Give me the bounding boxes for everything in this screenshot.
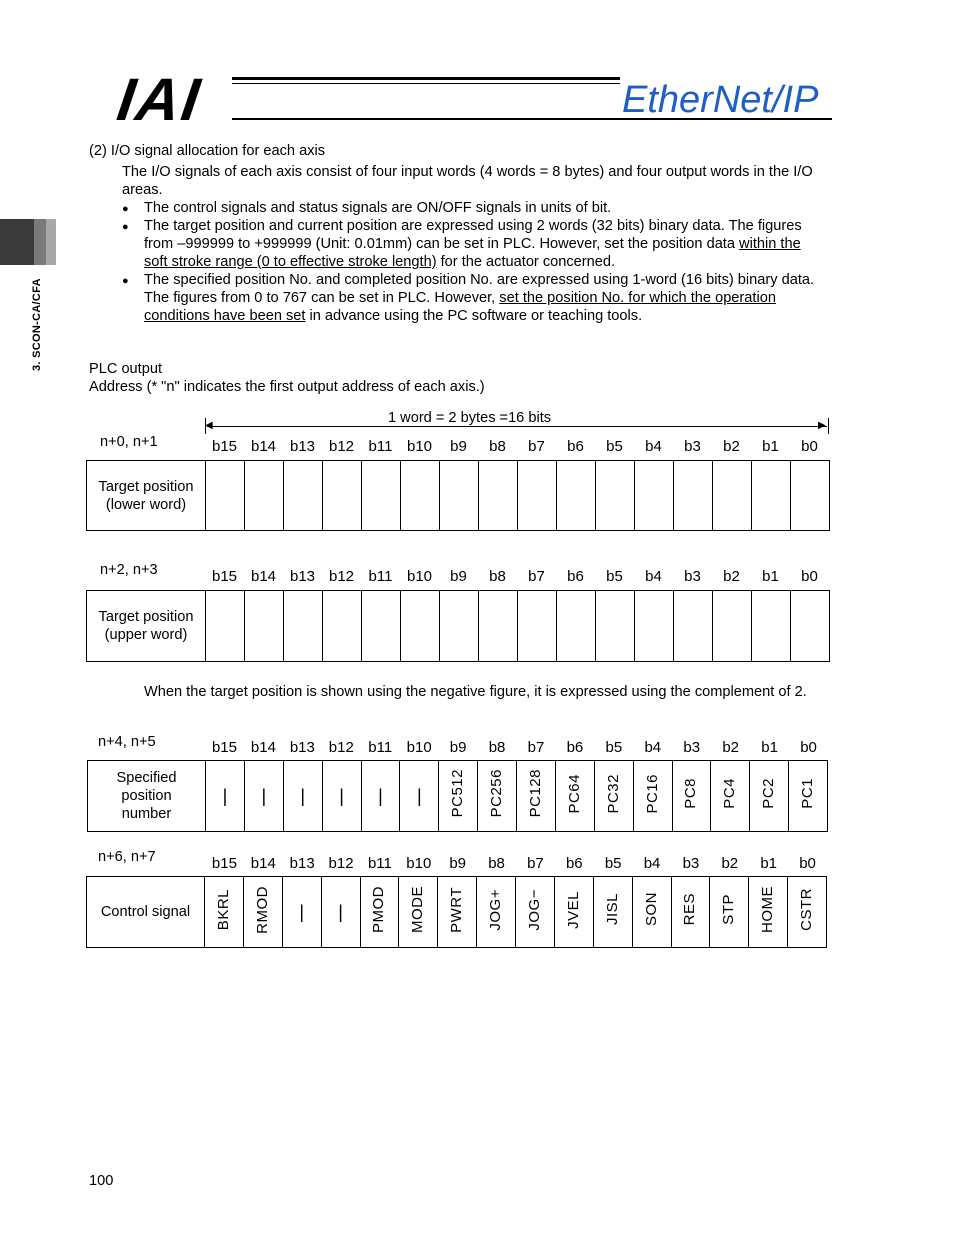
signal-cell (517, 761, 556, 832)
signal-cell (593, 877, 632, 948)
intro-line-2: areas. (122, 182, 163, 198)
bit-label: b14 (250, 568, 277, 585)
word-width-arrow (207, 426, 827, 427)
row-label (88, 761, 206, 832)
bit-label: b13 (289, 739, 315, 756)
arrow-tick-right (828, 418, 829, 434)
bit-label: b8 (488, 739, 506, 756)
signal-cell (206, 761, 245, 832)
bullet-3-line-2 (144, 289, 776, 307)
signal-cell (554, 877, 593, 948)
side-tab-block (34, 219, 46, 265)
bit-label: b4 (645, 438, 662, 455)
signal-cell (439, 761, 478, 832)
side-tab-block (46, 219, 56, 265)
bit-label: b3 (682, 855, 700, 872)
bit-label: b13 (289, 438, 316, 455)
bit-cell (518, 461, 557, 531)
signal-cell (671, 877, 710, 948)
row-label-line: Specified (116, 770, 177, 786)
signal-name: JVEL (564, 890, 582, 929)
signal-cell (283, 761, 322, 832)
bit-label: b8 (488, 855, 505, 872)
bit-header-row (205, 438, 829, 456)
signal-name: JOG− (525, 888, 543, 931)
unused-bit-mark: | (339, 785, 344, 806)
bullet-2-text: from –999999 to +999999 (Unit: 0.01mm) can be set in PLC. However, set the position data (144, 236, 740, 252)
signal-name: MODE (409, 886, 427, 933)
signal-cell (633, 761, 672, 832)
bullet-dot: ● (122, 275, 129, 287)
bit-label: b11 (368, 438, 393, 455)
bit-label: b5 (606, 568, 623, 585)
signal-cell (205, 877, 244, 948)
header-rule-mid (232, 83, 620, 84)
bit-label: b10 (406, 739, 432, 756)
signal-name: PWRT (448, 886, 466, 933)
signal-cell (711, 761, 750, 832)
bullet-2-line-1: The target position and current position are expressed using 2 words (32 bits) binary data. The figures (144, 218, 802, 234)
bit-cell (557, 461, 596, 531)
signal-name: PC512 (449, 769, 467, 818)
bit-label: b12 (328, 855, 354, 872)
signal-name: PC1 (799, 778, 817, 809)
signal-cell (243, 877, 282, 948)
bit-cell (518, 591, 557, 662)
bit-label: b9 (450, 438, 467, 455)
bit-cell (596, 461, 635, 531)
signal-cell (438, 877, 477, 948)
row-label-line: (upper word) (104, 627, 188, 643)
unused-bit-mark: | (378, 785, 383, 806)
register-table-control-signal (86, 876, 827, 948)
signal-cell (594, 761, 633, 832)
signal-cell (360, 877, 399, 948)
bit-cell (674, 591, 713, 662)
chapter-label: 3. SCON-CA/CFA (31, 278, 43, 371)
signal-name: RMOD (253, 885, 271, 934)
negative-note: When the target position is shown using the negative figure, it is expressed using the complement of 2. (144, 684, 807, 700)
signal-name: PC128 (526, 769, 544, 818)
bit-cell (635, 591, 674, 662)
bit-label: b3 (684, 568, 701, 585)
signal-cell (555, 761, 594, 832)
word-size-note: 1 word = 2 bytes =16 bits (388, 410, 552, 426)
signal-name: PC16 (643, 773, 661, 814)
plc-output-title: PLC output (89, 361, 163, 377)
bit-label: b15 (211, 739, 237, 756)
signal-name: JISL (603, 893, 621, 926)
signal-cell (282, 877, 321, 948)
bit-cell (752, 591, 791, 662)
bit-cell (596, 591, 635, 662)
table-row (87, 877, 827, 948)
bullet-dot: ● (122, 203, 129, 215)
bullet-3-line-1: The specified position No. and completed position No. are expressed using 1-word (16 bits) binary data. (144, 272, 815, 288)
unused-bit-mark: | (300, 785, 306, 806)
bit-cell (323, 591, 362, 662)
bit-cell (362, 461, 401, 531)
bit-cell (635, 461, 674, 531)
bit-label: b0 (800, 739, 817, 756)
row-label-line: Target position (98, 609, 194, 625)
bit-label: b0 (801, 568, 818, 585)
iai-logo: IAI (113, 66, 206, 133)
bit-label: b11 (368, 739, 393, 756)
bit-label: b12 (328, 568, 355, 585)
signal-cell (244, 761, 283, 832)
signal-cell (632, 877, 671, 948)
bit-header-row (205, 855, 827, 873)
address-n4: n+4, n+5 (98, 734, 156, 750)
bit-cell (440, 591, 479, 662)
bit-label: b1 (762, 438, 779, 455)
row-label-line: Target position (98, 478, 194, 495)
bit-cell (479, 461, 518, 531)
table-row (87, 461, 830, 531)
bit-label: b3 (683, 739, 701, 756)
row-label-line: number (121, 806, 172, 822)
signal-cell (477, 877, 516, 948)
bit-label: b4 (644, 739, 662, 756)
bit-label: b0 (799, 855, 816, 872)
signal-cell (710, 877, 749, 948)
signal-cell (321, 877, 360, 948)
arrowhead-left-icon: ◀ (205, 420, 213, 431)
row-label (87, 461, 206, 531)
bit-cell (713, 591, 752, 662)
table-row (87, 591, 830, 662)
signal-cell (749, 877, 788, 948)
signal-name: JOG+ (487, 888, 505, 931)
bullet-3-text: in advance using the PC software or teaching tools. (305, 308, 643, 324)
bit-label: b5 (606, 438, 623, 455)
signal-name: PMOD (370, 886, 388, 933)
bit-label: b1 (760, 855, 778, 872)
signal-name: STP (720, 894, 738, 925)
bit-cell (206, 461, 245, 531)
bit-cell (401, 461, 440, 531)
bit-label: b12 (328, 739, 354, 756)
bit-label: b2 (722, 739, 739, 756)
register-table-position-number (87, 760, 828, 832)
register-table-target-lower (86, 460, 830, 531)
bit-label: b10 (406, 438, 433, 455)
bit-label: b9 (450, 568, 467, 585)
bit-label: b13 (289, 568, 316, 585)
bit-cell (401, 591, 440, 662)
signal-cell (789, 761, 828, 832)
bit-label: b7 (528, 438, 545, 455)
address-n0: n+0, n+1 (100, 434, 158, 450)
signal-name: PC8 (682, 778, 700, 809)
bit-label: b6 (566, 739, 584, 756)
bit-cell (440, 461, 479, 531)
bit-label: b14 (250, 739, 276, 756)
bullet-1: The control signals and status signals are ON/OFF signals in units of bit. (144, 200, 612, 216)
bit-label: b15 (211, 855, 237, 872)
bit-label: b2 (723, 438, 740, 455)
unused-bit-mark: | (338, 901, 343, 922)
bullet-3-underline: set the position No. for which the operation (499, 290, 776, 306)
bit-label: b4 (643, 855, 661, 872)
signal-name: PC2 (760, 778, 778, 809)
bit-label: b14 (250, 855, 276, 872)
signal-cell (750, 761, 789, 832)
signal-name: HOME (759, 886, 777, 933)
bit-cell (752, 461, 791, 531)
bullet-2-text: for the actuator concerned. (436, 254, 616, 270)
signal-cell (516, 877, 555, 948)
bit-cell (791, 461, 830, 531)
unused-bit-mark: | (222, 785, 228, 806)
bit-label: b9 (449, 855, 467, 872)
bit-cell (479, 591, 518, 662)
bit-label: b4 (645, 568, 662, 585)
unused-bit-mark: | (416, 785, 422, 806)
bit-header-row (205, 568, 829, 586)
bullet-3-text: The figures from 0 to 767 can be set in PLC. However, (144, 290, 500, 306)
bit-label: b2 (723, 568, 740, 585)
unused-bit-mark: | (299, 901, 305, 922)
bit-label: b8 (489, 438, 506, 455)
bit-cell (323, 461, 362, 531)
page-number: 100 (89, 1173, 114, 1189)
signal-cell (399, 877, 438, 948)
intro-line-1: The I/O signals of each axis consist of four input words (4 words = 8 bytes) and four output words in the I/O (122, 164, 813, 180)
bit-cell (557, 591, 596, 662)
signal-cell (361, 761, 400, 832)
address-n6: n+6, n+7 (98, 849, 156, 865)
bit-header-row (205, 739, 828, 757)
bit-label: b15 (211, 568, 238, 585)
row-label (87, 591, 206, 662)
bit-label: b7 (527, 855, 544, 872)
signal-cell (322, 761, 361, 832)
signal-name: SON (642, 892, 660, 927)
side-tab-block (0, 219, 34, 265)
bullet-2-underline: soft stroke range (0 to effective stroke length) (144, 254, 437, 270)
bit-cell (362, 591, 401, 662)
signal-name: PC256 (488, 769, 506, 818)
bit-label: b2 (721, 855, 739, 872)
address-n2: n+2, n+3 (100, 562, 158, 578)
signal-cell (788, 877, 827, 948)
register-table-target-upper (86, 590, 830, 662)
bit-label: b15 (211, 438, 238, 455)
row-label: Control signal (87, 877, 205, 948)
signal-name: BKRL (214, 888, 232, 931)
bit-cell (245, 591, 284, 662)
bullet-3-line-3 (144, 307, 642, 325)
bit-label: b6 (565, 855, 583, 872)
bit-label: b11 (368, 568, 393, 585)
signal-name: PC64 (565, 773, 583, 814)
bit-label: b7 (527, 739, 545, 756)
signal-cell (478, 761, 517, 832)
bit-cell (206, 591, 245, 662)
signal-name: RES (681, 893, 699, 926)
bit-label: b14 (250, 438, 277, 455)
bit-cell (284, 591, 323, 662)
bit-label: b1 (762, 568, 779, 585)
bit-label: b13 (289, 855, 315, 872)
bit-label: b5 (605, 739, 623, 756)
bit-cell (245, 461, 284, 531)
section-heading: (2) I/O signal allocation for each axis (89, 143, 326, 159)
bit-label: b11 (367, 855, 392, 872)
bit-label: b7 (528, 568, 545, 585)
bit-cell (791, 591, 830, 662)
bit-label: b9 (449, 739, 467, 756)
bullet-2-line-2 (144, 235, 801, 253)
bullet-dot: ● (122, 221, 129, 233)
bit-label: b3 (684, 438, 701, 455)
header-rule-top (232, 77, 620, 80)
signal-name: PC32 (604, 773, 622, 814)
bullet-2-underline: within the (739, 236, 801, 252)
bit-cell (284, 461, 323, 531)
signal-name: PC4 (721, 778, 739, 809)
bullet-2-line-3 (144, 253, 615, 271)
table-row (88, 761, 828, 832)
bit-cell (674, 461, 713, 531)
signal-cell (672, 761, 711, 832)
bit-label: b10 (406, 568, 433, 585)
bit-label: b6 (567, 438, 584, 455)
bit-label: b8 (489, 568, 506, 585)
address-note: Address (* "n" indicates the first output address of each axis.) (89, 379, 485, 395)
ethernet-ip-logo: EtherNet/IP (622, 79, 819, 121)
arrowhead-right-icon: ▶ (818, 420, 826, 431)
bit-cell (713, 461, 752, 531)
unused-bit-mark: | (261, 785, 267, 806)
bit-label: b1 (761, 739, 778, 756)
bullet-3-underline: conditions have been set (144, 308, 306, 324)
bit-label: b10 (406, 855, 432, 872)
row-label-line: (lower word) (105, 496, 187, 513)
bit-label: b12 (328, 438, 355, 455)
signal-cell (400, 761, 439, 832)
bit-label: b0 (801, 438, 818, 455)
signal-name: CSTR (798, 888, 816, 931)
row-label-line: position (121, 788, 172, 804)
bit-label: b5 (604, 855, 622, 872)
bit-label: b6 (567, 568, 584, 585)
